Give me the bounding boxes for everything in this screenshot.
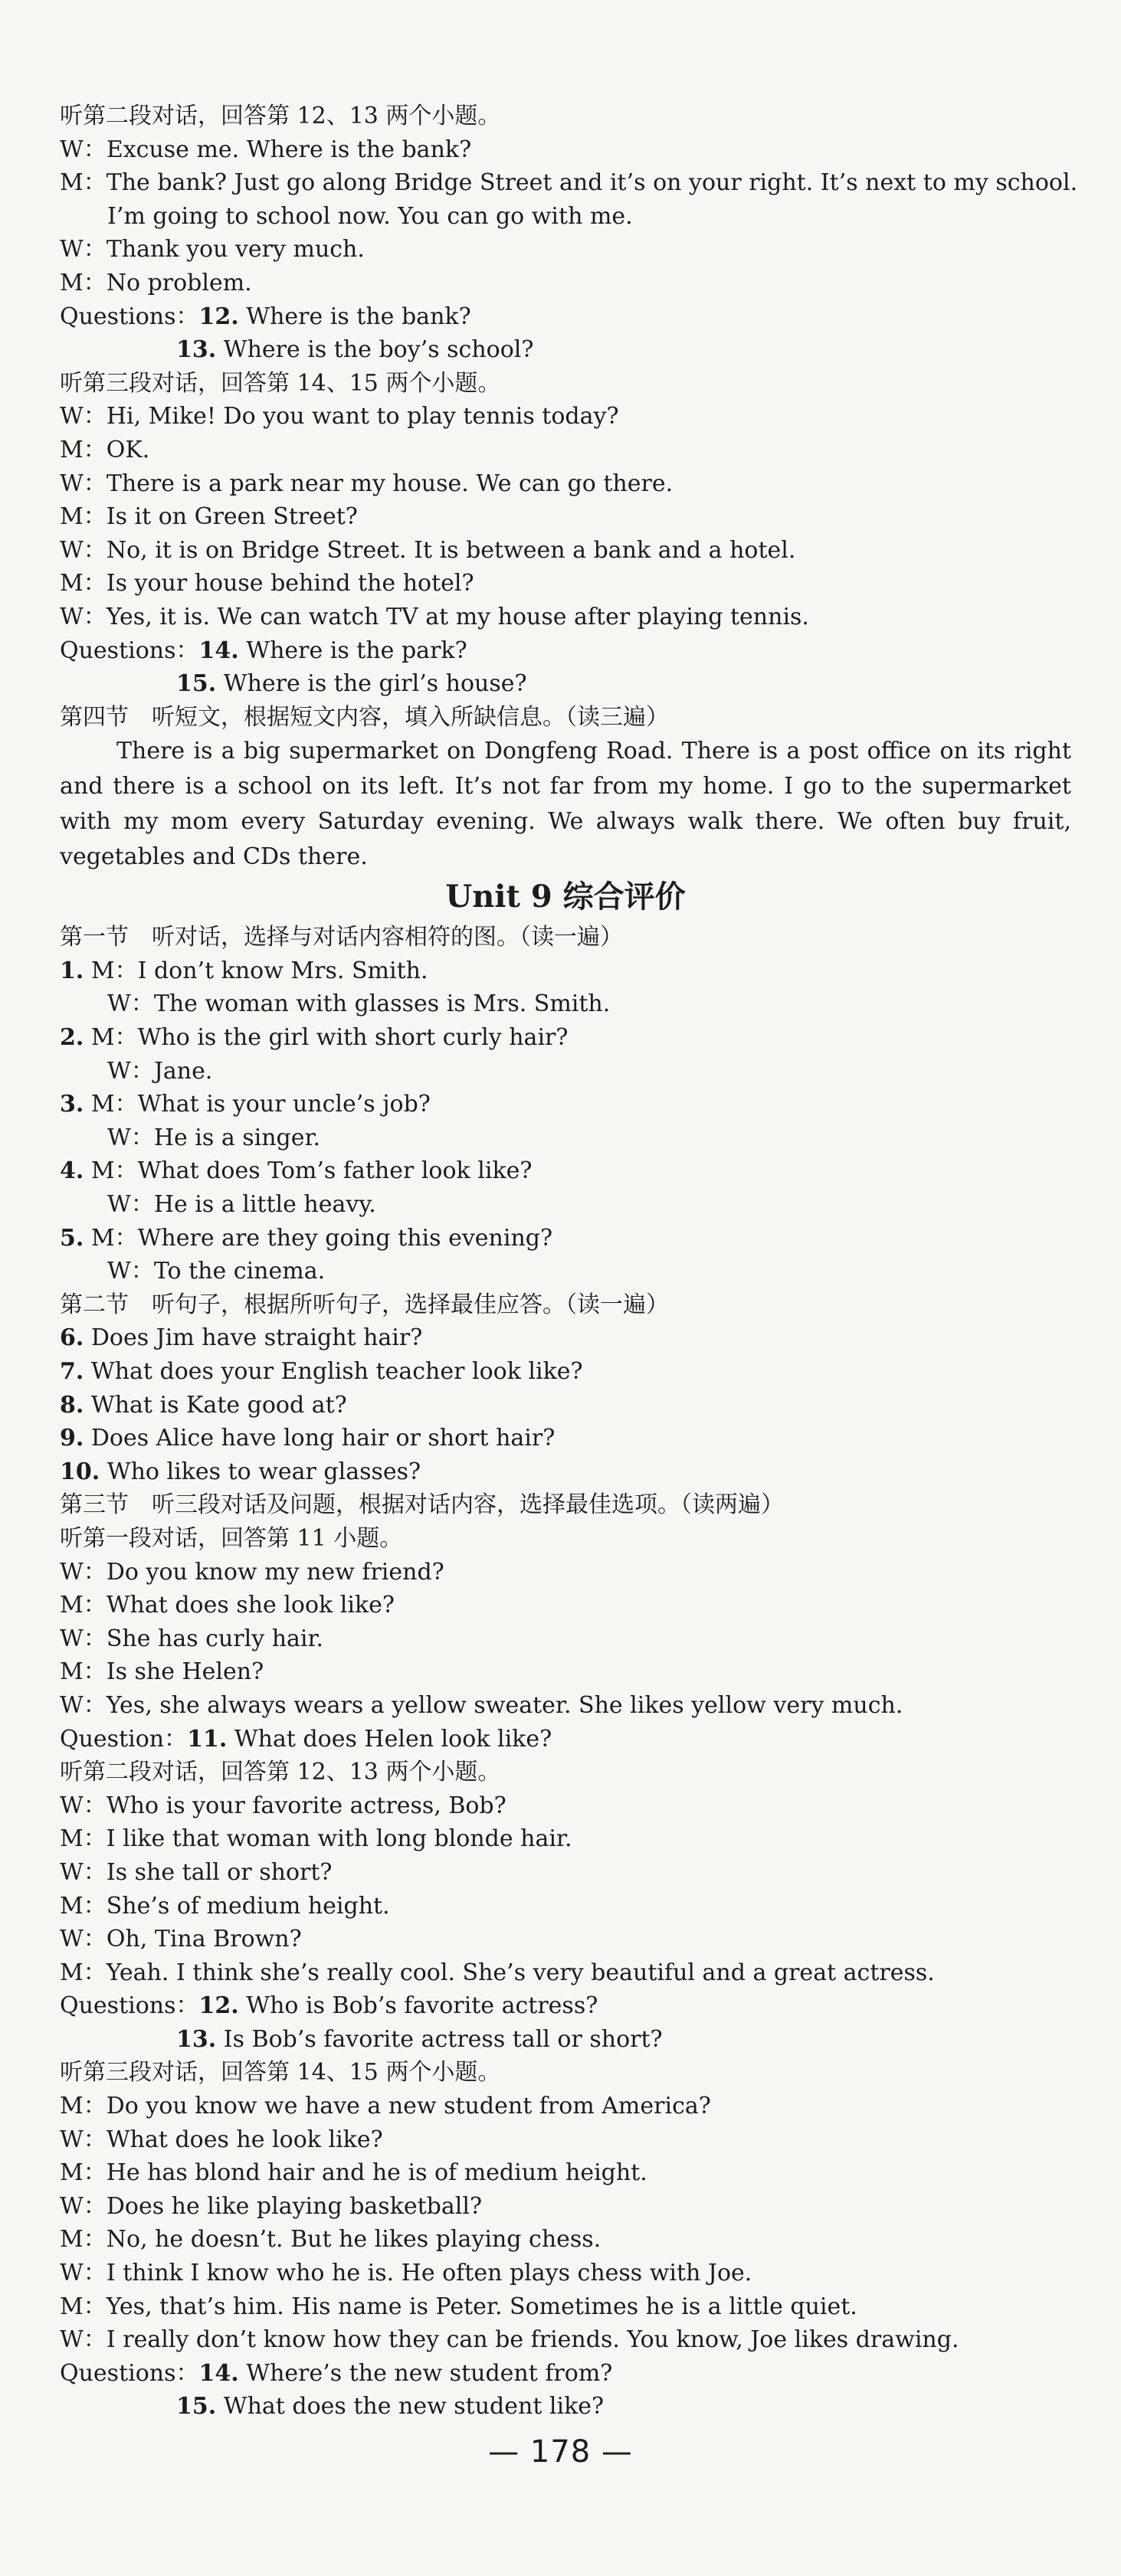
speaker-label: M： — [60, 503, 107, 531]
script-line — [60, 400, 1071, 434]
script-line — [60, 1756, 1071, 1789]
line-text: Yes, it is. We can watch TV at my house after playing tennis. — [106, 603, 809, 630]
speaker-label: W： — [60, 1625, 107, 1652]
question-number: 6. — [60, 1324, 84, 1352]
line-text: 第四节 听短文，根据短文内容，填入所缺信息。（读三遍） — [60, 703, 669, 731]
line-text: Who is your favorite actress, Bob? — [106, 1792, 506, 1819]
script-line — [60, 2090, 1071, 2123]
speaker-label: W： — [60, 470, 107, 497]
script-line — [60, 1055, 1071, 1088]
page-number: — 178 — — [488, 2434, 633, 2470]
script-line — [60, 133, 1071, 167]
line-text: OK. — [106, 436, 150, 463]
script-line — [60, 667, 1071, 701]
line-text: No problem. — [106, 269, 252, 296]
script-line — [60, 2023, 1071, 2057]
script-line — [60, 1723, 1071, 1756]
script-line — [60, 1890, 1071, 1923]
line-text: Where is the boy’s school? — [216, 336, 534, 364]
speaker-label: W： — [60, 403, 107, 430]
script-line — [60, 987, 1071, 1021]
script-line — [60, 634, 1071, 668]
script-line — [60, 2323, 1071, 2357]
line-text: What is Kate good at? — [84, 1391, 347, 1419]
script-line — [60, 200, 1071, 234]
script-line — [60, 100, 1071, 133]
speaker-label: W： — [60, 536, 107, 564]
line-text: Where’s the new student from? — [238, 2359, 613, 2387]
line-text: What does he look like? — [106, 2126, 383, 2153]
document-page — [60, 100, 1078, 2424]
speaker-label: W： — [60, 1926, 107, 1953]
question-number: 1. — [60, 957, 84, 984]
script-line — [60, 1956, 1071, 1990]
speaker-label: Questions： — [60, 303, 199, 330]
line-text: Where is the bank? — [238, 303, 471, 330]
line-text: Where is the girl’s house? — [216, 670, 527, 698]
line-text: Does he like playing basketball? — [106, 2192, 483, 2220]
question-number: 7. — [60, 1358, 84, 1385]
line-text: Do you know we have a new student from America? — [106, 2093, 711, 2120]
speaker-label: M： — [60, 269, 107, 296]
line-text: 听第三段对话，回答第 14、15 两个小题。 — [60, 369, 501, 397]
question-number: 12. — [198, 1992, 239, 2020]
script-line — [60, 1422, 1071, 1455]
script-line — [60, 267, 1071, 300]
script-line — [60, 1789, 1071, 1823]
line-text: W：He is a singer. — [107, 1124, 321, 1151]
script-line — [60, 1689, 1071, 1723]
line-text: Who is Bob’s favorite actress? — [238, 1992, 598, 2020]
script-line — [60, 434, 1071, 467]
speaker-label: W： — [60, 2260, 107, 2287]
speaker-label: M： — [60, 169, 107, 197]
speaker-label: W： — [60, 2326, 107, 2354]
line-text: W：The woman with glasses is Mrs. Smith. — [107, 990, 611, 1018]
line-text: He has blond hair and he is of medium height. — [106, 2159, 647, 2187]
script-line — [60, 1154, 1071, 1188]
speaker-label: W： — [60, 136, 107, 163]
line-text: Who likes to wear glasses? — [100, 1458, 421, 1485]
script-line — [60, 921, 1071, 954]
question-number: 11. — [187, 1725, 228, 1753]
speaker-label: Questions： — [60, 637, 199, 664]
line-text: Thank you very much. — [106, 236, 365, 263]
script-line — [60, 1822, 1071, 1856]
line-text: Yeah. I think she’s really cool. She’s very beautiful and a great actress. — [106, 1959, 935, 1986]
script-line — [60, 1288, 1071, 1322]
script-line — [60, 1389, 1071, 1422]
line-text: M：What does Tom’s father look like? — [84, 1157, 533, 1185]
question-number: 14. — [198, 2359, 239, 2387]
line-text: M：What is your uncle’s job? — [84, 1091, 431, 1118]
speaker-label: M： — [60, 1825, 107, 1853]
question-number: 13. — [176, 2025, 217, 2053]
script-line — [60, 1188, 1071, 1222]
line-text: 听第二段对话，回答第 12、13 两个小题。 — [60, 103, 501, 129]
line-text: I’m going to school now. You can go with me. — [107, 202, 633, 230]
question-number: 14. — [198, 637, 239, 664]
script-line — [60, 954, 1071, 988]
script-line — [60, 367, 1071, 401]
speaker-label: W： — [60, 2192, 107, 2220]
line-text: 第一节 听对话，选择与对话内容相符的图。（读一遍） — [60, 924, 623, 951]
speaker-label: M： — [60, 2293, 107, 2320]
question-number: 12. — [198, 303, 239, 330]
line-text: Hi, Mike! Do you want to play tennis today? — [106, 403, 619, 430]
script-line — [60, 701, 1071, 735]
line-text: She has curly hair. — [106, 1625, 324, 1652]
line-text: Is Bob’s favorite actress tall or short? — [216, 2025, 663, 2053]
line-text: Does Jim have straight hair? — [84, 1324, 423, 1352]
line-text: Where is the park? — [238, 637, 467, 664]
script-line — [60, 2156, 1071, 2190]
script-line — [60, 1455, 1071, 1489]
speaker-label: M： — [60, 1959, 107, 1986]
speaker-label: M： — [60, 2226, 107, 2254]
line-text: 第二节 听句子，根据所听句子，选择最佳应答。（读一遍） — [60, 1291, 669, 1318]
line-text: No, it is on Bridge Street. It is between a bank and a hotel. — [106, 536, 796, 564]
speaker-label: W： — [60, 1691, 107, 1719]
line-text: 听第三段对话，回答第 14、15 两个小题。 — [60, 2059, 501, 2087]
speaker-label: M： — [60, 436, 107, 463]
speaker-label: W： — [60, 236, 107, 263]
question-number: 10. — [60, 1458, 100, 1485]
script-line — [60, 2290, 1071, 2324]
script-line — [60, 2390, 1071, 2424]
line-text: 听第一段对话，回答第 11 小题。 — [60, 1524, 403, 1552]
line-text: What does Helen look like? — [227, 1725, 552, 1753]
question-number: 3. — [60, 1091, 84, 1118]
line-text: W：To the cinema. — [107, 1258, 326, 1285]
script-line — [60, 1355, 1071, 1389]
question-number: 4. — [60, 1157, 84, 1185]
script-line — [60, 1655, 1071, 1689]
line-text: The bank? Just go along Bridge Street and it’s on your right. It’s next to my school. — [106, 169, 1078, 197]
line-text: Yes, that’s him. His name is Peter. Sometimes he is a little quiet. — [106, 2293, 857, 2320]
speaker-label: W： — [60, 1792, 107, 1819]
speaker-label: Questions： — [60, 1992, 199, 2020]
speaker-label: M： — [60, 2093, 107, 2120]
script-line — [60, 1622, 1071, 1656]
line-text: Yes, she always wears a yellow sweater. She likes yellow very much. — [106, 1691, 903, 1719]
line-text: Do you know my new friend? — [106, 1558, 444, 1586]
speaker-label: W： — [60, 1558, 107, 1586]
script-line — [60, 1589, 1071, 1622]
question-number: 2. — [60, 1024, 84, 1052]
question-number: 15. — [176, 2393, 217, 2421]
question-number: 9. — [60, 1425, 84, 1452]
script-line — [60, 2190, 1071, 2224]
line-text: Is she tall or short? — [106, 1858, 333, 1886]
line-text: M：Where are they going this evening? — [84, 1224, 553, 1252]
line-text: What does your English teacher look like? — [84, 1358, 583, 1385]
line-text: M：I don’t know Mrs. Smith. — [84, 957, 428, 984]
script-line — [60, 467, 1071, 501]
listening-script-part1 — [60, 100, 1078, 734]
script-line — [60, 1121, 1071, 1155]
script-line — [60, 1088, 1071, 1121]
line-text: W：He is a little heavy. — [107, 1191, 376, 1219]
script-line — [60, 1021, 1071, 1055]
speaker-label: M： — [60, 1658, 107, 1686]
speaker-label: Questions： — [60, 2359, 199, 2387]
line-text: M：Who is the girl with short curly hair? — [84, 1024, 569, 1052]
script-line — [60, 300, 1071, 334]
script-line — [60, 1222, 1071, 1255]
line-text: I think I know who he is. He often plays chess with Joe. — [106, 2260, 752, 2287]
script-line — [60, 1488, 1071, 1522]
speaker-label: W： — [60, 603, 107, 630]
line-text: Oh, Tina Brown? — [106, 1926, 302, 1953]
script-line — [60, 1556, 1071, 1589]
question-number: 5. — [60, 1224, 84, 1252]
line-text: What does the new student like? — [216, 2393, 605, 2421]
line-text: She’s of medium height. — [106, 1892, 390, 1920]
line-text: Does Alice have long hair or short hair? — [84, 1425, 556, 1452]
line-text: Excuse me. Where is the bank? — [106, 136, 472, 163]
line-text: Is it on Green Street? — [106, 503, 358, 531]
question-number: 15. — [176, 670, 217, 698]
script-line — [60, 1321, 1071, 1355]
speaker-label: W： — [60, 1858, 107, 1886]
line-text: There is a park near my house. We can go there. — [106, 470, 674, 497]
listening-script-unit9 — [60, 921, 1071, 2424]
speaker-label: W： — [60, 2126, 107, 2153]
script-line — [60, 500, 1071, 534]
line-text: I really don’t know how they can be friends. You know, Joe likes drawing. — [106, 2326, 959, 2354]
script-line — [60, 2056, 1071, 2090]
line-text: I like that woman with long blonde hair. — [106, 1825, 572, 1853]
script-line — [60, 166, 1078, 200]
line-text: No, he doesn’t. But he likes playing chess. — [106, 2226, 601, 2254]
line-text: What does she look like? — [106, 1592, 395, 1619]
script-line — [60, 2223, 1071, 2257]
script-line — [60, 333, 1071, 367]
question-number: 8. — [60, 1391, 84, 1419]
speaker-label: M： — [60, 1892, 107, 1920]
script-line — [60, 1255, 1071, 1288]
line-text: Is your house behind the hotel? — [106, 570, 474, 597]
script-line — [60, 1989, 1071, 2023]
speaker-label: M： — [60, 1592, 107, 1619]
script-line — [60, 1522, 1071, 1556]
speaker-label: Question： — [60, 1725, 188, 1753]
speaker-label: M： — [60, 2159, 107, 2187]
line-text: W：Jane. — [107, 1057, 213, 1085]
script-line — [60, 2257, 1071, 2290]
passage-paragraph: There is a big supermarket on Dongfeng Road. There is a post office on its right and there is a school on its left. It’s not far from my home. I go to the supermarket with my mom every Saturday evening. We always walk there. We often buy fruit, vegetables and CDs there. — [60, 738, 1071, 871]
speaker-label: M： — [60, 570, 107, 597]
script-line — [60, 601, 1071, 634]
script-line — [60, 2123, 1071, 2157]
line-text: 听第二段对话，回答第 12、13 两个小题。 — [60, 1759, 501, 1786]
script-line — [60, 567, 1071, 601]
script-line — [60, 1923, 1071, 1956]
unit-title: Unit 9 综合评价 — [445, 879, 686, 915]
script-line — [60, 534, 1071, 568]
line-text: 第三节 听三段对话及问题，根据对话内容，选择最佳选项。（读两遍） — [60, 1491, 784, 1519]
line-text: Is she Helen? — [106, 1658, 264, 1686]
script-line — [60, 233, 1071, 267]
question-number: 13. — [176, 336, 217, 364]
script-line — [60, 2357, 1071, 2391]
script-line — [60, 1856, 1071, 1890]
